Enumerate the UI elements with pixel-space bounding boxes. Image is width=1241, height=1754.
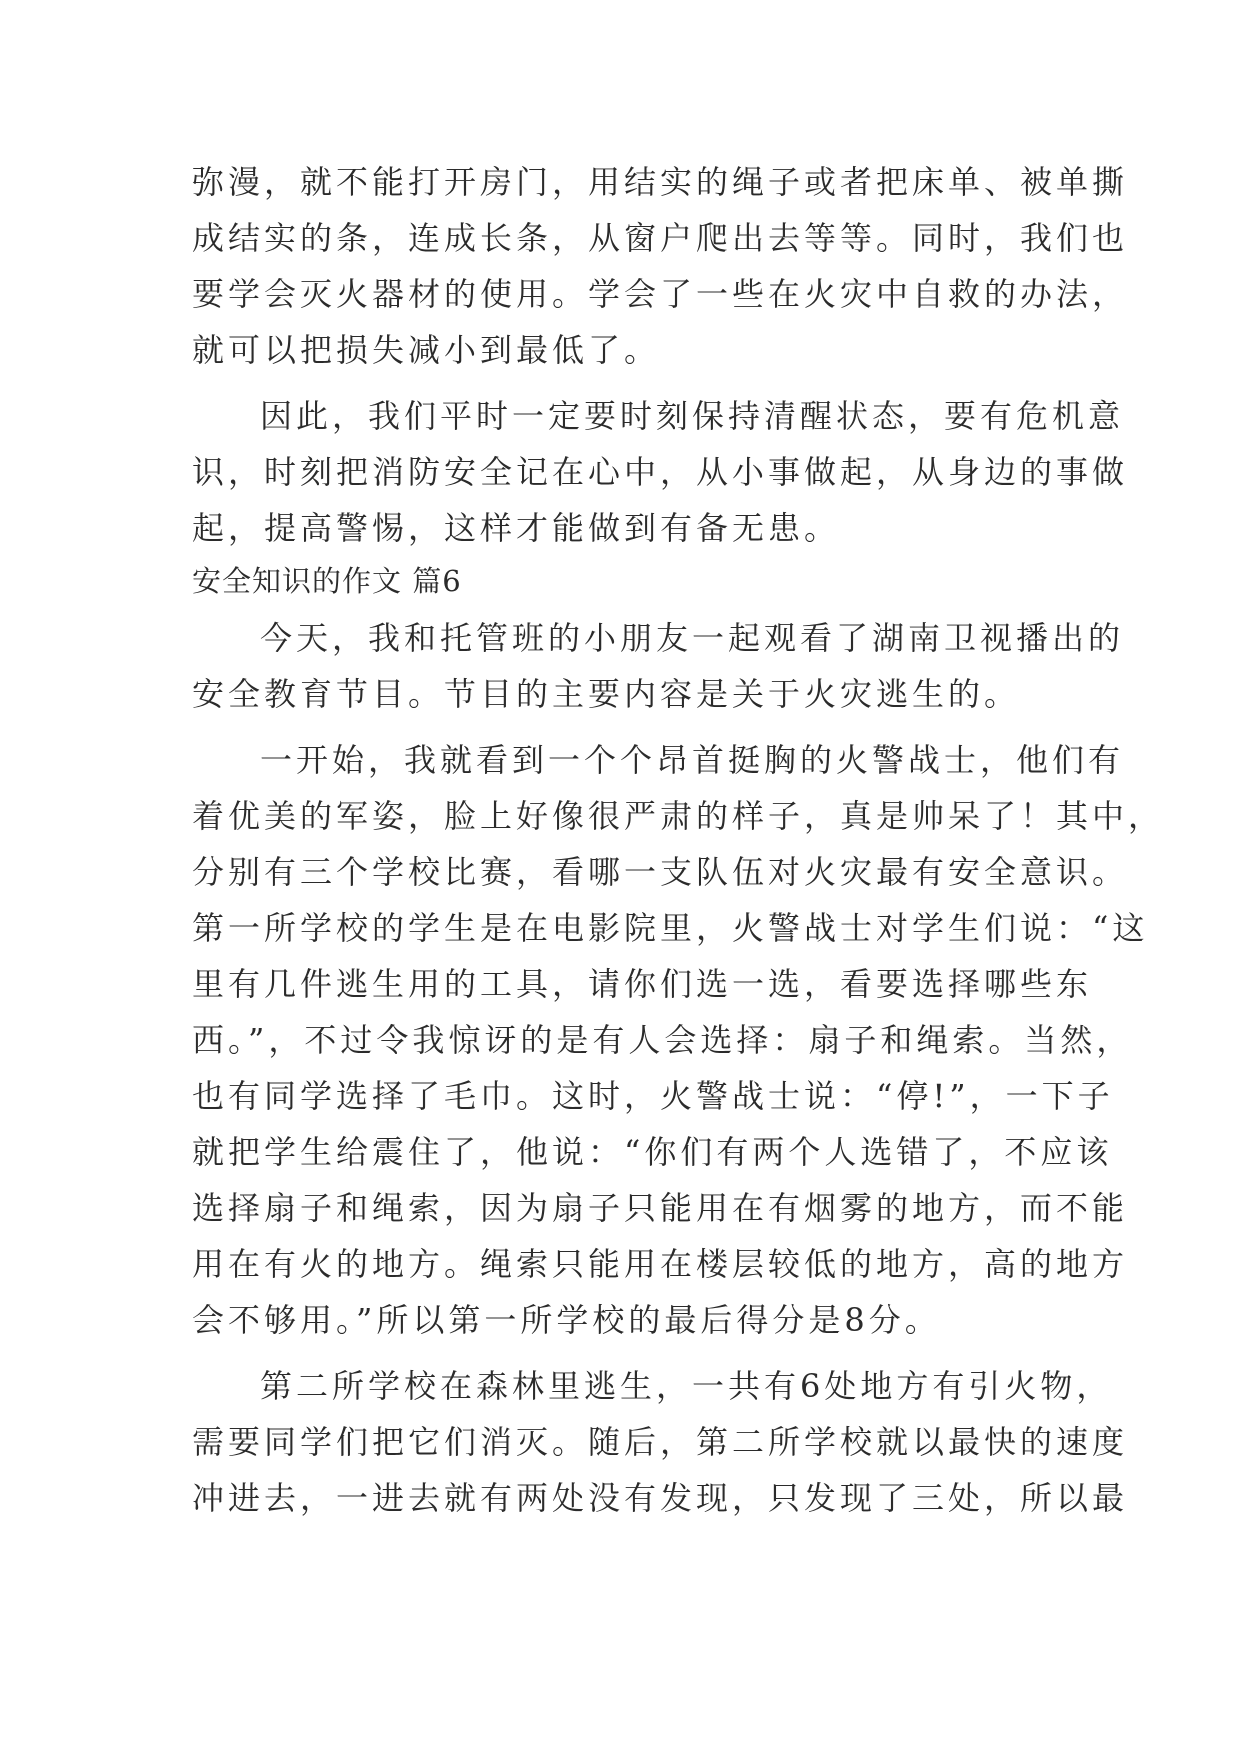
text-line: 起，提高警惕，这样才能做到有备无患。: [192, 509, 841, 547]
text-line: 第二所学校在森林里逃生，一共有6处地方有引火物，: [260, 1367, 1113, 1405]
text-line: 识，时刻把消防安全记在心中，从小事做起，从身边的事做: [192, 453, 1129, 491]
paragraph-2: [192, 388, 1129, 556]
text-line: 也有同学选择了毛巾。这时，火警战士说：“停!”，一下子: [192, 1077, 1114, 1115]
text-line: 就可以把损失减小到最低了。: [192, 331, 661, 369]
text-line: 西。”，不过令我惊讶的是有人会选择：扇子和绳索。当然，: [192, 1021, 1133, 1059]
paragraph-5: [192, 1358, 1129, 1526]
text-line: 选择扇子和绳索，因为扇子只能用在有烟雾的地方，而不能: [192, 1189, 1129, 1227]
text-line: 需要同学们把它们消灭。随后，第二所学校就以最快的速度: [192, 1423, 1129, 1461]
section-heading: 安全知识的作文 篇6: [192, 564, 462, 598]
text-line: 会不够用。”所以第一所学校的最后得分是8分。: [192, 1301, 941, 1339]
text-line: 今天，我和托管班的小朋友一起观看了湖南卫视播出的: [260, 619, 1125, 657]
essay-body: [192, 154, 1165, 1526]
text-line: 里有几件逃生用的工具，请你们选一选，看要选择哪些东: [192, 965, 1093, 1003]
text-line: 分别有三个学校比赛，看哪一支队伍对火灾最有安全意识。: [192, 853, 1129, 891]
text-line: 冲进去，一进去就有两处没有发现，只发现了三处，所以最: [192, 1479, 1129, 1517]
text-line: 就把学生给震住了，他说：“你们有两个人选错了，不应该: [192, 1133, 1113, 1171]
text-line: 成结实的条，连成长条，从窗户爬出去等等。同时，我们也: [192, 219, 1129, 257]
text-line: 一开始，我就看到一个个昂首挺胸的火警战士，他们有: [260, 741, 1125, 779]
paragraph-4: [192, 732, 1165, 1348]
text-line: 要学会灭火器材的使用。学会了一些在火灾中自救的办法，: [192, 275, 1129, 313]
text-line: 第一所学校的学生是在电影院里，火警战士对学生们说：“这: [192, 909, 1149, 947]
paragraph-3: [192, 610, 1125, 722]
text-line: 安全教育节目。节目的主要内容是关于火灾逃生的。: [192, 675, 1021, 713]
text-line: 用在有火的地方。绳索只能用在楼层较低的地方，高的地方: [192, 1245, 1129, 1283]
text-line: 弥漫，就不能打开房门，用结实的绳子或者把床单、被单撕: [192, 163, 1129, 201]
text-line: 因此，我们平时一定要时刻保持清醒状态，要有危机意: [260, 397, 1125, 435]
text-line: 着优美的军姿，脸上好像很严肃的样子，真是帅呆了！其中，: [192, 797, 1165, 835]
paragraph-1: [192, 154, 1129, 378]
